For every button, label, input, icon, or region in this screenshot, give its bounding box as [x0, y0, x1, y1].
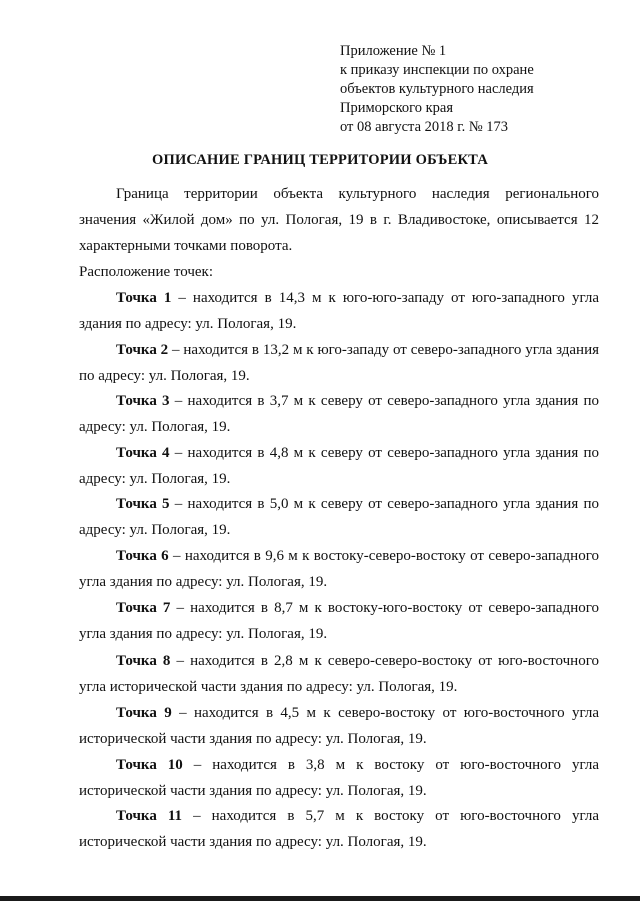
- point-text: – находится в 4,5 м к северо-востоку от юго-восточного угла исторической части здания по адресу: ул. Пологая, 19.: [79, 705, 599, 747]
- point-text: – находится в 5,0 м к северу от северо-западного угла здания по адресу: ул. Пологая, 19.: [79, 496, 599, 538]
- appendix-line-2: к приказу инспекции по охране: [340, 62, 534, 78]
- point-label: Точка 5: [116, 496, 170, 512]
- appendix-line-1: Приложение № 1: [340, 43, 447, 59]
- point-10: [79, 752, 599, 804]
- point-5: [79, 491, 599, 543]
- appendix-line-5: от 08 августа 2018 г. № 173: [340, 119, 509, 135]
- point-label: Точка 6: [116, 548, 169, 564]
- point-label: Точка 3: [116, 393, 170, 409]
- intro-paragraph: Граница территории объекта культурного наследия регионального значения «Жилой дом» по ул. Пологая, 19 в г. Владивостоке, описывается 12 характерными точками поворота.: [79, 186, 599, 254]
- document-title: ОПИСАНИЕ ГРАНИЦ ТЕРРИТОРИИ ОБЪЕКТА: [151, 152, 489, 168]
- appendix-line-3: объектов культурного наследия: [340, 81, 534, 97]
- point-label: Точка 2: [116, 342, 169, 358]
- point-label: Точка 7: [116, 600, 171, 616]
- point-7: [79, 595, 599, 647]
- point-4: [79, 440, 599, 492]
- scan-edge-divider: [0, 896, 640, 901]
- point-text: – находится в 14,3 м к юго-юго-западу от юго-западного угла здания по адресу: ул. Пологая, 19.: [79, 290, 599, 332]
- point-label: Точка 9: [116, 705, 172, 721]
- point-1: [79, 285, 599, 337]
- point-8: [79, 648, 599, 700]
- point-text: – находится в 9,6 м к востоку-северо-востоку от северо-западного угла здания по адресу: ул. Пологая, 19.: [79, 548, 599, 590]
- point-text: – находится в 3,8 м к востоку от юго-восточного угла исторической части здания по адресу: ул. Пологая, 19.: [79, 757, 599, 799]
- location-label: Расположение точек:: [79, 264, 214, 280]
- point-11: [79, 803, 599, 855]
- point-label: Точка 1: [116, 290, 172, 306]
- point-3: [79, 388, 599, 440]
- point-text: – находится в 13,2 м к юго-западу от северо-западного угла здания по адресу: ул. Пологая, 19.: [79, 342, 600, 384]
- point-label: Точка 4: [116, 445, 170, 461]
- point-text: – находится в 3,7 м к северу от северо-западного угла здания по адресу: ул. Пологая, 19.: [79, 393, 599, 435]
- point-text: – находится в 8,7 м к востоку-юго-востоку от северо-западного угла здания по адресу: ул. Пологая, 19.: [79, 600, 600, 642]
- appendix-line-4: Приморского края: [340, 100, 454, 116]
- point-text: – находится в 2,8 м к северо-северо-востоку от юго-восточного угла исторической части здания по адресу: ул. Пологая, 19.: [79, 653, 599, 695]
- point-9: [79, 700, 599, 752]
- point-label: Точка 10: [116, 757, 183, 773]
- point-6: [79, 543, 599, 595]
- point-label: Точка 8: [116, 653, 171, 669]
- point-text: – находится в 5,7 м к востоку от юго-восточного угла исторической части здания по адресу: ул. Пологая, 19.: [79, 808, 599, 850]
- point-label: Точка 11: [116, 808, 183, 824]
- point-2: [79, 337, 599, 389]
- appendix-header: [340, 42, 534, 137]
- point-text: – находится в 4,8 м к северу от северо-западного угла здания по адресу: ул. Пологая, 19.: [79, 445, 599, 487]
